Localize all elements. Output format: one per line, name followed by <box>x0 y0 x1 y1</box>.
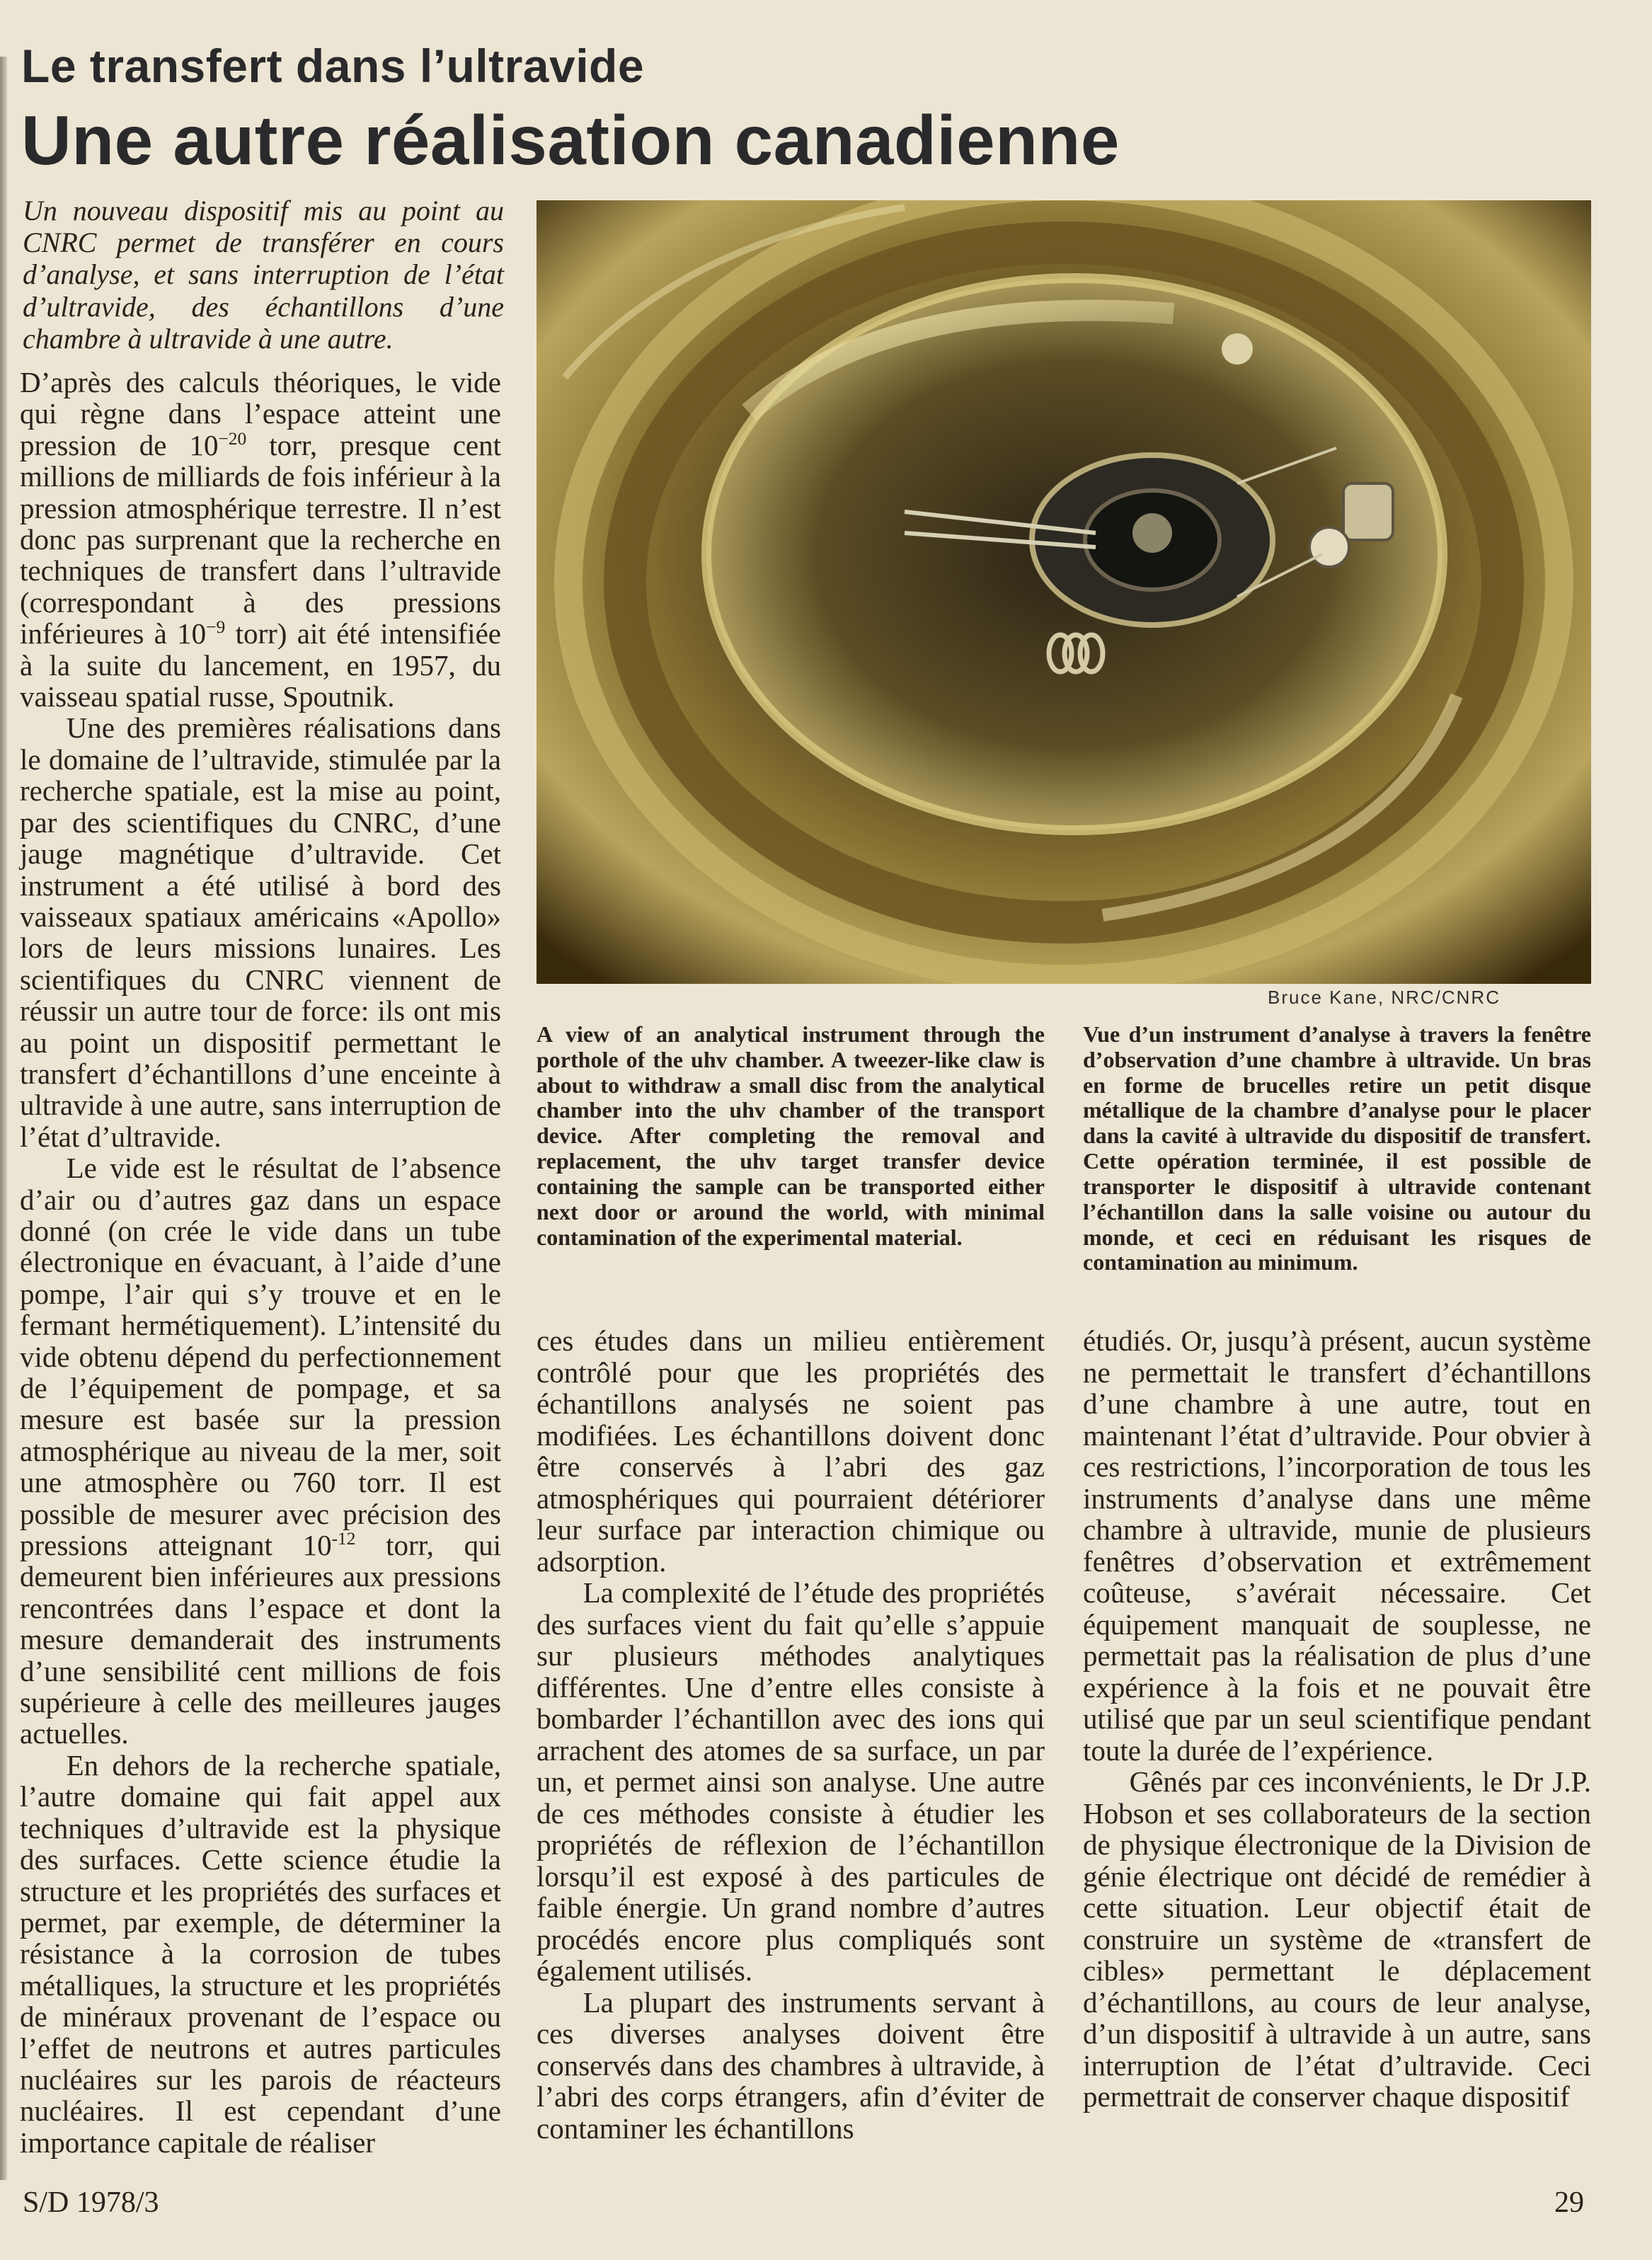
caption-french: Vue d’un instrument d’analyse à travers la fenêtre d’observation d’une chambre à ultravide. Un bras en forme de brucelles retire un petit disque métallique de la chambre d’analyse pour le placer dans la cavité à ultravide du dispositif de transfert. Cette opération terminée, il est possible de transporter le dispositif à ultravide contenant l’échantillon dans la salle voisine ou autour du monde, et ceci en réduisant les risques de contamination au minimum. <box>1083 1021 1591 1275</box>
porthole-illustration <box>537 200 1591 984</box>
body-paragraph-9: Gênés par ces inconvénients, le Dr J.P. Hobson et ses collaborateurs de la section de physique électronique de la Division de génie électrique ont décidé de remédier à cette situation. Leur objectif était de construire un système de «transfert de cibles» permettant le déplacement d’échantillons, au cours de leur analyse, d’un dispositif à ultravide à un autre, sans interruption de l’état d’ultravide. Ceci permettrait de conserver chaque dispositif <box>1083 1765 1591 2113</box>
issue-label: S/D 1978/3 <box>23 2186 159 2219</box>
exponent: -12 <box>331 1528 356 1549</box>
column-1 <box>20 367 501 2158</box>
column-2 <box>537 1325 1045 2144</box>
body-paragraph-4: En dehors de la recherche spatiale, l’autre domaine qui fait appel aux techniques d’ultravide est la physique des surfaces. Cette science étudie la structure et les propriétés des surfaces et permet, par exemple, de déterminer la résistance à la corrosion de tubes métalliques, la structure et les propriétés de minéraux provenant de l’espace ou l’effet de neutrons et autres particules nucléaires sur les parois de réacteurs nucléaires. Il est cependant d’une importance capitale de réaliser <box>20 1748 501 2159</box>
article-kicker: Le transfert dans l’ultravide <box>21 40 645 92</box>
page-number: 29 <box>1554 2186 1584 2219</box>
body-paragraph-7: La plupart des instruments servant à ces diverses analyses doivent être conservés dans des chambres à ultravide, à l’abri des corps étrangers, afin d’éviter de contaminer les échantillons <box>537 1985 1045 2145</box>
exponent: −20 <box>218 428 247 449</box>
article-title: Une autre réalisation canadienne <box>21 101 1120 179</box>
body-paragraph-6: La complexité de l’étude des propriétés des surfaces vient du fait qu’elle s’appuie sur plusieurs méthodes analytiques différentes. Une d’entre elles consiste à bombarder l’échantillon avec des ions qui arrachent des atomes de sa surface, un par un, et permet ainsi son analyse. Une autre de ces méthodes consiste à étudier les propriétés de réflexion de l’échantillon lorsqu’il est exposé à des particules de faible énergie. Un grand nombre d’autres procédés encore plus compliqués sont également utilisés. <box>537 1576 1045 1987</box>
caption-english: A view of an analytical instrument through the porthole of the uhv chamber. A tweezer-like claw is about to withdraw a small disc from the analytical chamber into the uhv chamber of the transport device. After completing the removal and replacement, the uhv target transfer device containing the sample can be transported either next door or around the world, with minimal contamination of the experimental material. <box>537 1021 1045 1250</box>
body-paragraph-1: D’après des calculs théoriques, le vide qui règne dans l’espace atteint une pression de $10^{-20}$ torr, presque cent millions de milliards de fois inférieur à la pression atmosphérique terrestre. Il n’est donc pas surprenant que la recherche en techniques de transfert dans l’ultravide (correspondant à des pressions inférieures à $10^{-9}$ torr) ait été intensifiée à la suite du lancement, en 1957, du vaisseau spatial russe, Spoutnik. <box>20 366 501 713</box>
column-3 <box>1083 1325 1591 2113</box>
body-paragraph-5: ces études dans un milieu entièrement contrôlé pour que les propriétés des échantillons analysés ne soient pas modifiées. Les échantillons doivent donc être conservés à l’abri des gaz atmosphériques qui pourraient détériorer leur surface par interaction chimique ou adsorption. <box>537 1324 1045 1578</box>
binding-edge <box>0 57 7 2180</box>
article-lead: Un nouveau dispositif mis au point au CNRC permet de transférer en cours d’analyse, et sans interruption de l’état d’ultravide, des échantillons d’une chambre à ultravide à une autre. <box>23 195 504 355</box>
body-paragraph-3: Le vide est le résultat de l’absence d’air ou d’autres gaz dans un espace donné (on crée le vide dans un tube électronique en évacuant, à l’aide d’une pompe, l’air qui s’y trouve et en le fermant hermétiquement). L’intensité du vide obtenu dépend du perfectionnement de l’équipement de pompage, et sa mesure est basée sur la pression atmosphérique au niveau de la mer, soit une atmosphère ou 760 torr. Il est possible de mesurer avec précision des pressions atteignant $10^{-12}$ torr, qui demeurent bien inférieures aux pressions rencontrées dans l’espace et dont la mesure demanderait des instruments d’une sensibilité cent millions de fois supérieure à celle des meilleures jauges actuelles. <box>20 1152 501 1750</box>
instrument-photo <box>537 200 1591 984</box>
photo-credit: Bruce Kane, NRC/CNRC <box>1268 987 1501 1008</box>
body-paragraph-8: étudiés. Or, jusqu’à présent, aucun système ne permettait le transfert d’échantillons d’une chambre à une autre, tout en maintenant l’état d’ultravide. Pour obvier à ces restrictions, l’incorporation de tous les instruments d’analyse dans une même chambre à ultravide, munie de plusieurs fenêtres d’observation et extrêmement coûteuse, s’avérait nécessaire. Cet équipement manquait de souplesse, ne permettait pas la réalisation de plus d’une expérience à la fois et ne pouvait être utilisé que par un seul scientifique pendant toute la durée de l’expérience. <box>1083 1324 1591 1767</box>
exponent: −9 <box>206 617 226 637</box>
body-paragraph-2: Une des premières réalisations dans le domaine de l’ultravide, stimulée par la recherche spatiale, est la mise au point, par des scientifiques du CNRC, d’une jauge magnétique d’ultravide. Cet instrument a été utilisé à bord des vaisseaux spatiaux américains «Apollo» lors de leurs missions lunaires. Les scientifiques du CNRC viennent de réussir un autre tour de force: ils ont mis au point un dispositif permettant le transfert d’échantillons d’une enceinte à ultravide à une autre, sans interruption de l’état d’ultravide. <box>20 711 501 1153</box>
